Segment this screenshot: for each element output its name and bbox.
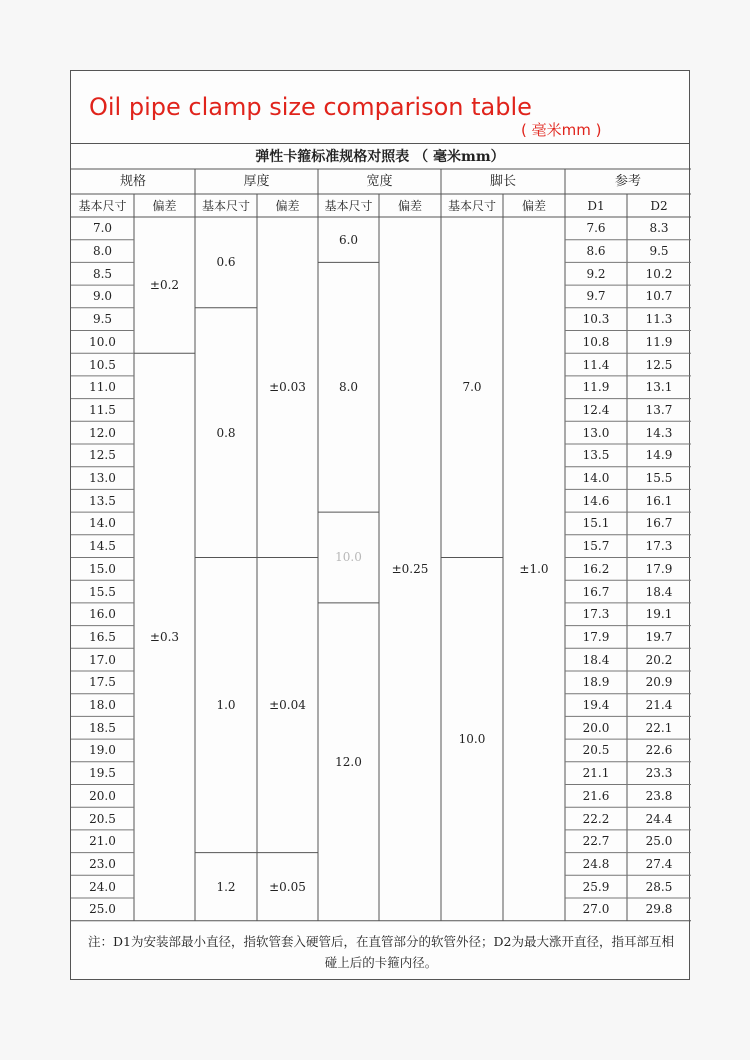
d1-cell: 9.2: [586, 266, 606, 281]
title-unit: ( 毫米mm ): [521, 121, 602, 139]
spec-cell: 17.5: [89, 675, 116, 690]
column-header: 偏差: [152, 198, 177, 213]
d2-cell: 28.5: [645, 879, 673, 894]
spec-cell: 18.5: [89, 720, 116, 735]
group-header: 参考: [614, 174, 641, 189]
leg-tol-merged-cell: ±1.0: [519, 561, 549, 576]
d1-cell: 11.4: [582, 357, 610, 372]
d2-cell: 29.8: [645, 902, 673, 917]
d1-cell: 10.8: [582, 334, 610, 349]
spec-cell: 23.0: [89, 856, 116, 871]
d2-cell: 23.8: [645, 788, 673, 803]
spec-cell: 15.0: [89, 561, 116, 576]
spec-cell: 13.0: [89, 471, 116, 486]
spec-cell: 10.0: [89, 334, 116, 349]
spec-cell: 9.0: [92, 289, 113, 304]
d1-cell: 13.0: [582, 425, 610, 440]
width-merged-cell: 12.0: [335, 754, 362, 769]
size-table-sheet: [70, 70, 690, 980]
spec-cell: 8.5: [92, 266, 113, 281]
d1-cell: 8.6: [586, 244, 606, 259]
d1-cell: 17.9: [582, 629, 610, 644]
column-header: 基本尺寸: [324, 198, 373, 213]
d2-cell: 12.5: [645, 357, 673, 372]
width-tol-merged-cell: ±0.25: [391, 561, 429, 576]
spec-cell: 20.5: [89, 811, 116, 826]
d1-cell: 13.5: [582, 448, 610, 463]
spec-cell: 11.5: [89, 402, 116, 417]
d2-cell: 25.0: [645, 834, 673, 849]
d1-cell: 27.0: [582, 902, 610, 917]
spec-cell: 10.5: [89, 357, 116, 372]
column-header: D2: [650, 198, 668, 213]
column-header: 偏差: [521, 198, 546, 213]
english-title: Oil pipe clamp size comparison table: [89, 93, 532, 121]
d1-cell: 20.5: [582, 743, 610, 758]
d2-cell: 17.9: [645, 561, 673, 576]
d1-cell: 9.7: [586, 289, 606, 304]
d1-cell: 17.3: [582, 607, 610, 622]
d2-cell: 11.3: [645, 312, 673, 327]
chinese-subtitle: 弹性卡箍标准规格对照表 （ 毫米mm）: [255, 149, 505, 165]
thickness-merged-cell: 0.6: [216, 255, 236, 270]
thickness-merged-cell: 1.2: [216, 879, 236, 894]
spec-cell: 15.5: [89, 584, 116, 599]
width-merged-cell: 8.0: [338, 380, 359, 395]
spec-cell: 19.0: [89, 743, 116, 758]
footnote: 注：D1为安装部最小直径，指软管套入硬管后，在直管部分的软管外径；D2为最大涨开直径，指耳部互相碰上后的卡箍内径。: [88, 934, 674, 970]
d2-cell: 22.1: [645, 720, 673, 735]
spec-cell: 18.0: [89, 698, 116, 713]
d2-cell: 27.4: [645, 856, 673, 871]
d2-cell: 14.9: [645, 448, 673, 463]
d1-cell: 14.0: [582, 471, 610, 486]
d2-cell: 10.7: [645, 289, 673, 304]
thickness-merged-cell: 1.0: [216, 698, 236, 713]
d1-cell: 14.6: [582, 493, 610, 508]
d1-cell: 24.8: [582, 856, 610, 871]
thickness-tol-merged-cell: ±0.04: [269, 698, 306, 713]
d2-cell: 19.1: [645, 607, 673, 622]
d2-cell: 13.1: [645, 380, 673, 395]
spec-cell: 16.5: [89, 629, 116, 644]
d1-cell: 22.7: [582, 834, 610, 849]
group-header: 脚长: [489, 174, 516, 189]
d1-cell: 18.9: [582, 675, 610, 690]
d1-cell: 15.7: [582, 539, 610, 554]
spec-cell: 13.5: [89, 493, 116, 508]
spec-cell: 12.0: [89, 425, 116, 440]
spec-cell: 11.0: [89, 380, 116, 395]
column-header: D1: [587, 198, 605, 213]
d2-cell: 18.4: [645, 584, 673, 599]
spec-cell: 21.0: [89, 834, 116, 849]
d2-cell: 9.5: [649, 244, 669, 259]
spec-cell: 16.0: [89, 607, 116, 622]
d1-cell: 19.4: [582, 698, 610, 713]
spec-cell: 25.0: [89, 902, 116, 917]
spec-cell: 24.0: [89, 879, 116, 894]
thickness-tol-merged-cell: ±0.03: [269, 380, 306, 395]
d1-cell: 20.0: [582, 720, 610, 735]
d2-cell: 16.7: [645, 516, 673, 531]
d1-cell: 10.3: [582, 312, 610, 327]
spec-cell: 9.5: [92, 312, 113, 327]
d2-cell: 19.7: [645, 629, 673, 644]
d1-cell: 7.6: [586, 221, 606, 236]
spec-tol-merged-cell: ±0.2: [149, 278, 180, 293]
spec-tol-merged-cell: ±0.3: [149, 629, 180, 644]
d1-cell: 15.1: [582, 516, 610, 531]
width-merged-cell: 6.0: [338, 232, 359, 247]
d2-cell: 16.1: [645, 493, 673, 508]
d2-cell: 11.9: [645, 334, 673, 349]
d2-cell: 17.3: [645, 539, 673, 554]
d1-cell: 11.9: [582, 380, 610, 395]
spec-cell: 7.0: [92, 221, 113, 236]
d1-cell: 21.6: [582, 788, 610, 803]
leg-merged-cell: 10.0: [458, 732, 486, 747]
column-header: 基本尺寸: [447, 198, 496, 213]
thickness-merged-cell: 0.8: [216, 425, 236, 440]
spec-cell: 14.0: [89, 516, 116, 531]
d2-cell: 8.3: [649, 221, 669, 236]
spec-cell: 8.0: [92, 244, 113, 259]
column-header: 偏差: [275, 198, 300, 213]
d2-cell: 23.3: [645, 766, 673, 781]
d1-cell: 21.1: [582, 766, 610, 781]
leg-merged-cell: 7.0: [462, 380, 482, 395]
group-header: 厚度: [243, 174, 270, 189]
d2-cell: 24.4: [645, 811, 673, 826]
spec-cell: 14.5: [89, 539, 116, 554]
spec-cell: 19.5: [89, 766, 116, 781]
column-header: 基本尺寸: [78, 198, 127, 213]
d1-cell: 16.2: [582, 561, 610, 576]
width-merged-cell: 10.0: [335, 550, 362, 565]
spec-cell: 17.0: [89, 652, 116, 667]
column-header: 偏差: [397, 198, 422, 213]
d2-cell: 15.5: [645, 471, 673, 486]
d1-cell: 25.9: [582, 879, 610, 894]
group-header: 宽度: [366, 174, 393, 189]
d2-cell: 20.2: [645, 652, 673, 667]
d2-cell: 20.9: [645, 675, 673, 690]
d2-cell: 21.4: [645, 698, 673, 713]
d2-cell: 13.7: [645, 402, 673, 417]
d1-cell: 16.7: [582, 584, 610, 599]
spec-cell: 12.5: [89, 448, 116, 463]
spec-cell: 20.0: [89, 788, 116, 803]
d1-cell: 22.2: [582, 811, 610, 826]
d1-cell: 12.4: [582, 402, 610, 417]
d2-cell: 22.6: [645, 743, 673, 758]
group-header: 规格: [119, 174, 146, 189]
thickness-tol-merged-cell: ±0.05: [269, 879, 306, 894]
column-header: 基本尺寸: [201, 198, 250, 213]
d2-cell: 14.3: [645, 425, 673, 440]
d1-cell: 18.4: [582, 652, 610, 667]
d2-cell: 10.2: [645, 266, 673, 281]
